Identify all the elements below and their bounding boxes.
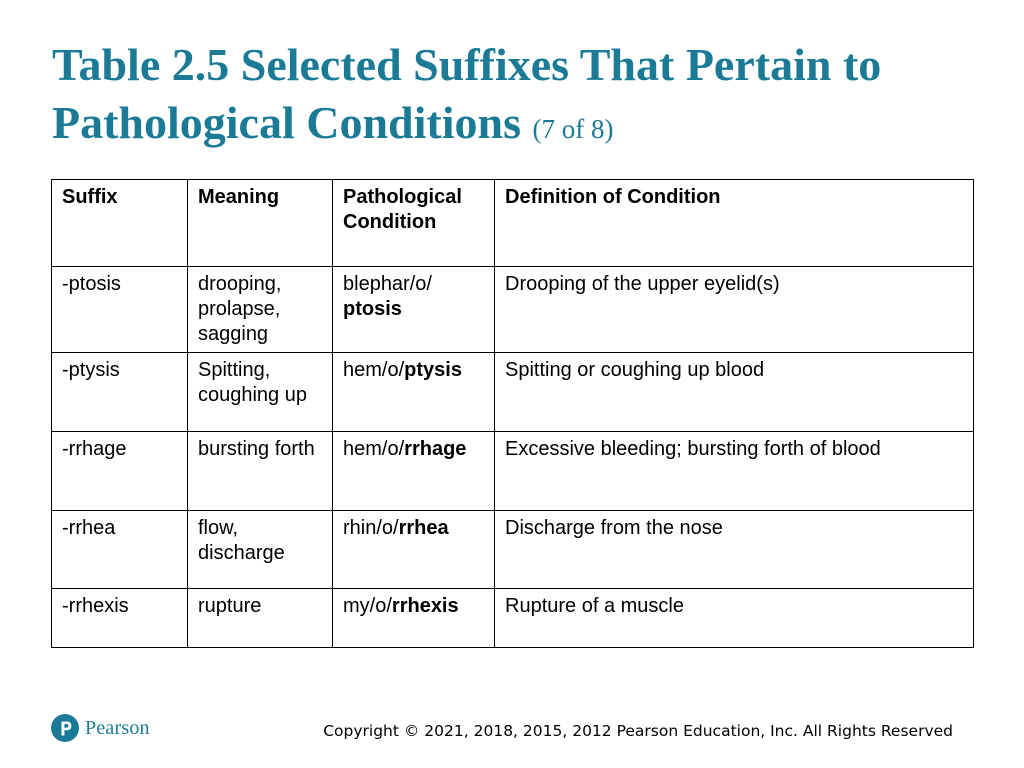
meaning-cell: flow, discharge: [188, 511, 333, 589]
footer: [0, 712, 1024, 752]
definition-cell: Spitting or coughing up blood: [495, 353, 974, 432]
suffix-cell: -rrhexis: [52, 589, 188, 648]
condition-root: hem/o/: [343, 438, 405, 460]
table-row: [52, 589, 974, 648]
table-row: [52, 267, 974, 353]
pearson-p-icon: [51, 714, 79, 742]
table-row: [52, 511, 974, 589]
header-suffix: Suffix: [52, 180, 188, 267]
suffix-cell: -rrhage: [52, 432, 188, 511]
table-header-row: [52, 180, 974, 267]
condition-suffix: ptosis: [343, 298, 402, 320]
header-meaning: Meaning: [188, 180, 333, 267]
definition-cell: Drooping of the upper eyelid(s): [495, 267, 974, 353]
suffix-cell: -ptysis: [52, 353, 188, 432]
header-pathological-condition: Pathological Condition: [333, 180, 495, 267]
condition-root: rhin/o/: [343, 517, 399, 539]
condition-root: hem/o/: [343, 359, 405, 381]
condition-root: my/o/: [343, 595, 392, 617]
meaning-cell: bursting forth: [188, 432, 333, 511]
meaning-cell: rupture: [188, 589, 333, 648]
slide-subtitle: (7 of 8): [532, 114, 614, 144]
table-row: [52, 432, 974, 511]
suffix-table: [51, 179, 974, 648]
meaning-cell: Spitting, coughing up: [188, 353, 333, 432]
condition-root: blephar/o/: [343, 273, 432, 295]
condition-suffix: rrhea: [398, 517, 449, 539]
condition-cell: [333, 353, 495, 432]
condition-cell: [333, 511, 495, 589]
definition-cell: Discharge from the nose: [495, 511, 974, 589]
condition-cell: [333, 589, 495, 648]
condition-suffix: rrhage: [404, 438, 467, 460]
logo-text: Pearson: [85, 716, 150, 739]
meaning-cell: drooping, prolapse, sagging: [188, 267, 333, 353]
copyright-notice: Copyright © 2021, 2018, 2015, 2012 Pearson Education, Inc. All Rights Reserved: [323, 722, 953, 740]
condition-suffix: ptysis: [404, 359, 462, 381]
pearson-logo: [51, 714, 150, 742]
condition-suffix: rrhexis: [391, 595, 459, 617]
definition-cell: Rupture of a muscle: [495, 589, 974, 648]
suffix-cell: -ptosis: [52, 267, 188, 353]
header-definition: Definition of Condition: [495, 180, 974, 267]
definition-cell: Excessive bleeding; bursting forth of blood: [495, 432, 974, 511]
condition-cell: [333, 267, 495, 353]
condition-cell: [333, 432, 495, 511]
suffix-cell: -rrhea: [52, 511, 188, 589]
slide-title-text: Table 2.5 Selected Suffixes That Pertain to Pathological Conditions: [52, 39, 882, 148]
slide-title: [52, 36, 992, 158]
table-row: [52, 353, 974, 432]
